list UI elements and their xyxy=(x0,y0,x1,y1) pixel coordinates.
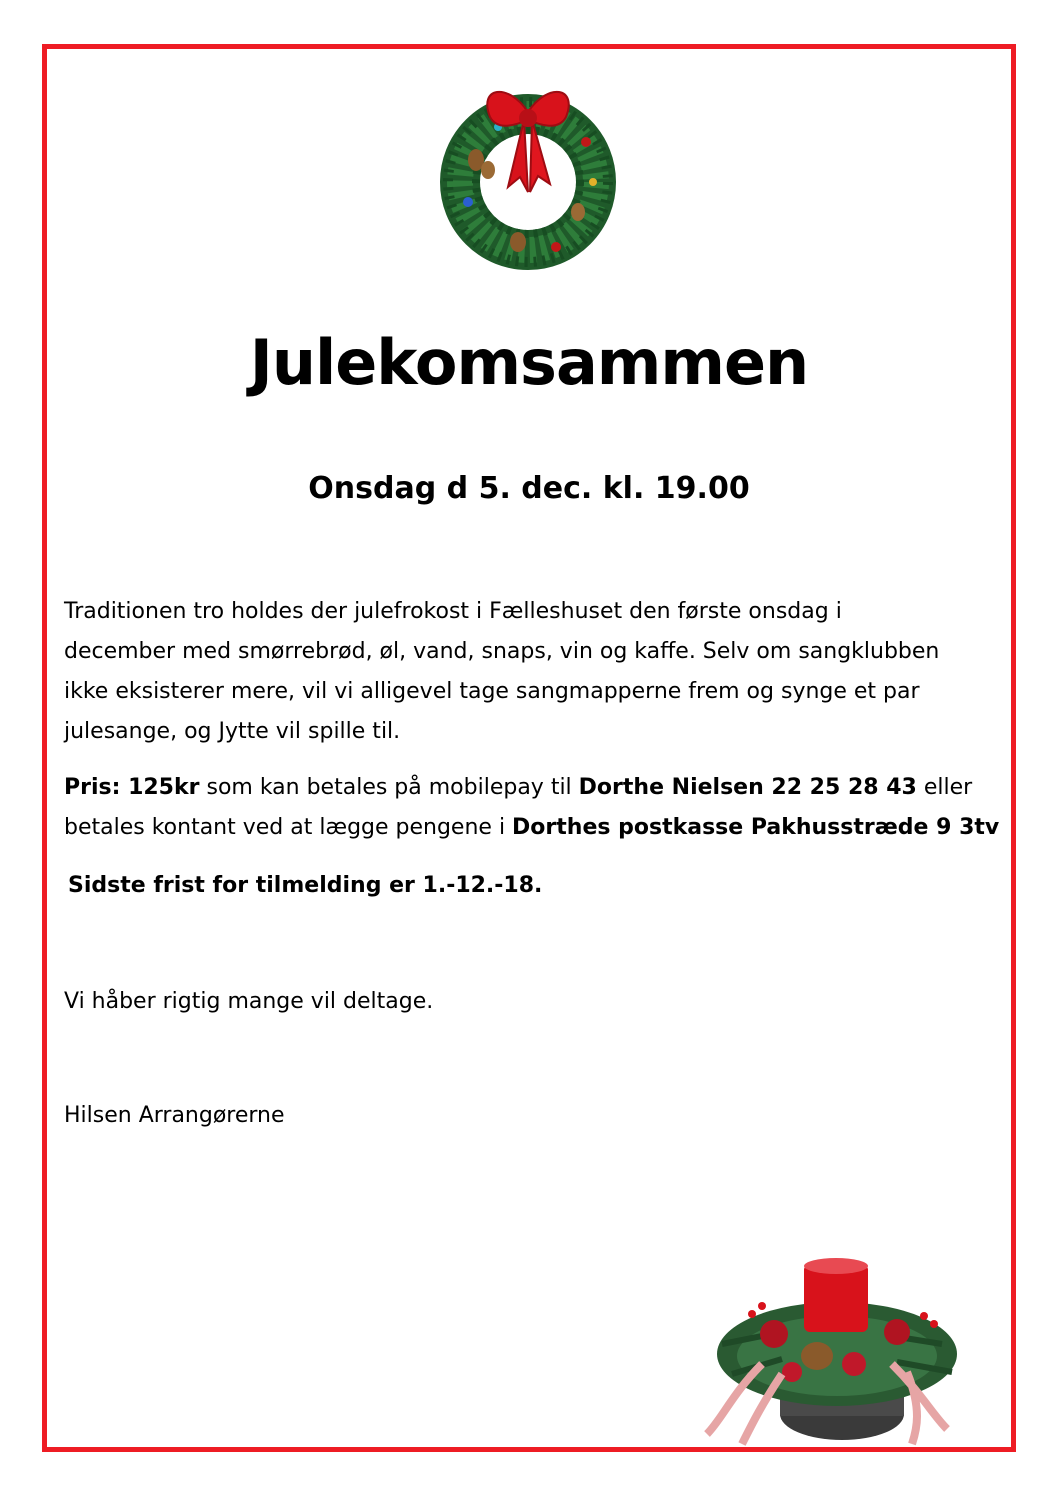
closing-text: Vi håber rigtig mange vil deltage. xyxy=(64,989,434,1014)
intro-line: julesange, og Jytte vil spille til. xyxy=(64,719,401,744)
event-date: Onsdag d 5. dec. kl. 19.00 xyxy=(308,471,750,506)
page-title: Julekomsammen xyxy=(249,326,809,399)
christmas-wreath-icon xyxy=(438,72,618,272)
payment-address: Dorthes postkasse Pakhusstræde 9 3tv xyxy=(512,815,1000,840)
price-text: betales kontant ved at lægge pengene i xyxy=(64,815,513,840)
price-paragraph xyxy=(64,768,1004,848)
contact-name-phone: Dorthe Nielsen 22 25 28 43 xyxy=(578,775,917,800)
intro-paragraph xyxy=(64,592,1004,752)
intro-line: Traditionen tro holdes der julefrokost i Fælleshuset den første onsdag i xyxy=(64,599,842,624)
price-label: Pris: 125kr xyxy=(64,775,200,800)
price-text: eller xyxy=(916,775,973,800)
intro-line: december med smørrebrød, øl, vand, snaps, vin og kaffe. Selv om sangklubben xyxy=(64,639,940,664)
deadline-text: Sidste frist for tilmelding er 1.-12.-18. xyxy=(68,873,543,898)
price-text: som kan betales på mobilepay til xyxy=(199,775,579,800)
signoff-text: Hilsen Arrangørerne xyxy=(64,1103,285,1128)
intro-line: ikke eksisterer mere, vil vi alligevel tage sangmapperne frem og synge et par xyxy=(64,679,920,704)
candle-centerpiece-icon xyxy=(692,1244,982,1450)
